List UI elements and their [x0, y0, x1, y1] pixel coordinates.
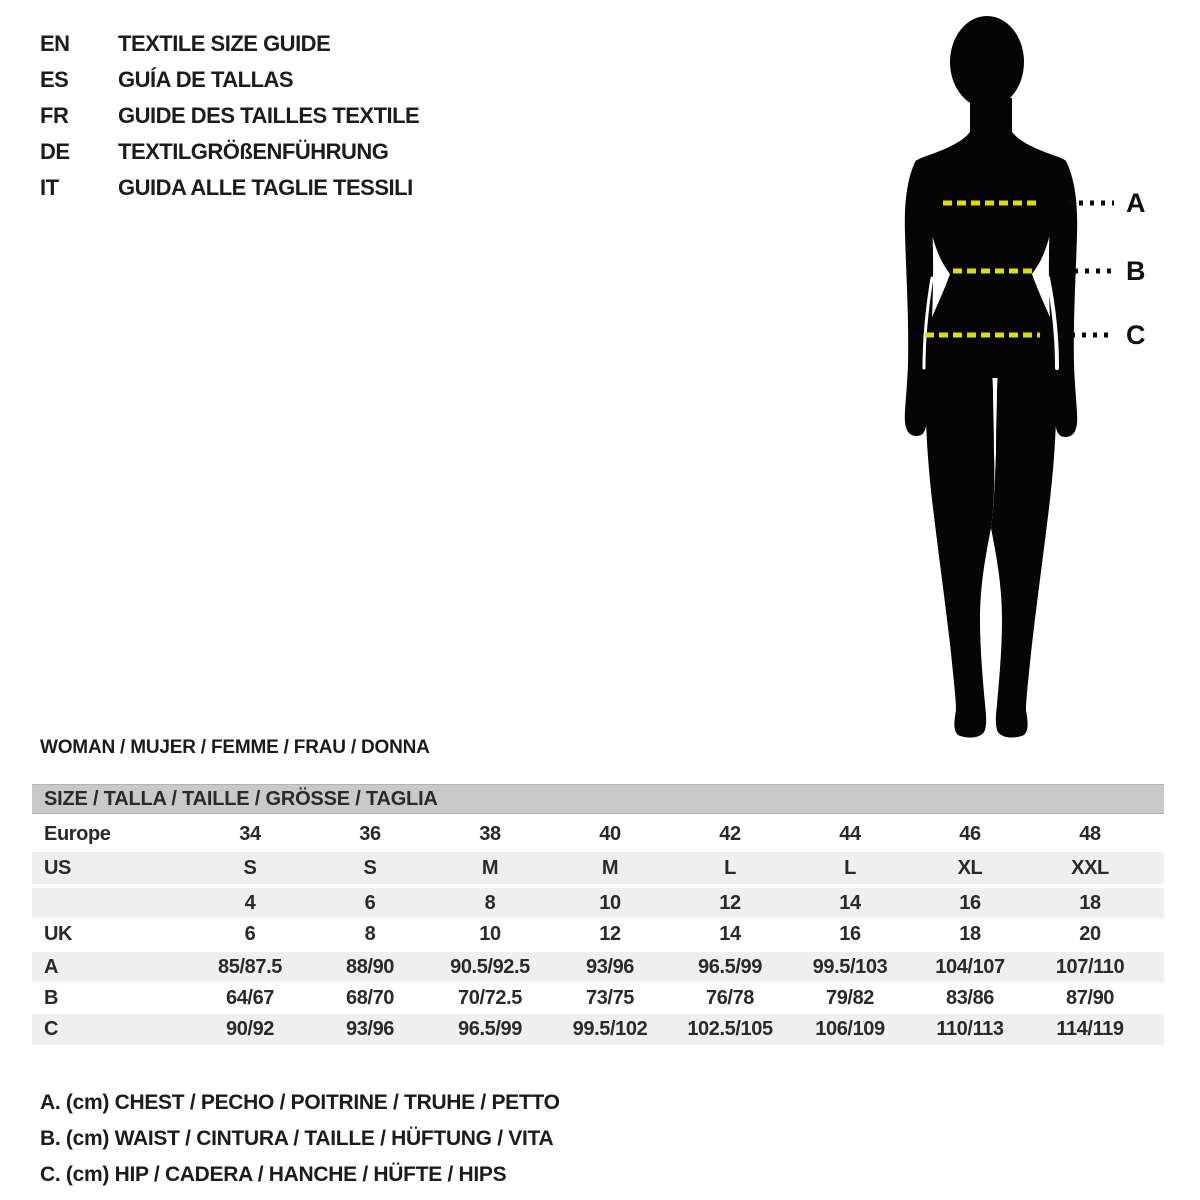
table-cell: 6: [364, 891, 376, 914]
table-cell: 18: [1079, 891, 1101, 914]
legend-line-chest: A. (cm) CHEST / PECHO / POITRINE / TRUHE / PETTO: [40, 1091, 560, 1114]
table-row-us-numbers: [32, 888, 1164, 918]
table-cell: 18: [959, 923, 981, 945]
table-cell: S: [243, 856, 257, 879]
table-cell: 87/90: [1065, 986, 1115, 1009]
table-cell: L: [724, 856, 736, 879]
guide-title-it: GUIDA ALLE TAGLIE TESSILI: [118, 175, 413, 200]
table-row-hip-c: [32, 1014, 1164, 1045]
table-cell: 16: [839, 923, 861, 945]
table-cell: 90/92: [225, 1018, 275, 1040]
table-cell: XL: [957, 856, 983, 879]
table-cell: S: [363, 856, 377, 879]
table-cell: M: [601, 856, 619, 879]
table-cell: XXL: [1071, 856, 1109, 879]
table-cell: 6: [244, 923, 256, 945]
table-cell: 44: [839, 823, 861, 845]
table-cell: 14: [719, 923, 741, 945]
silhouette-left-leg: [926, 348, 995, 738]
table-row-europe: [32, 817, 1164, 852]
table-cell: 96.5/99: [458, 1018, 522, 1040]
row-label: A: [44, 955, 59, 978]
table-cell: 107/110: [1055, 955, 1125, 978]
table-cell: 79/82: [825, 986, 875, 1009]
silhouette-head: [950, 16, 1024, 108]
table-cell: 90.5/92.5: [450, 955, 530, 978]
language-code: IT: [40, 175, 59, 200]
table-row-us-letters: [32, 852, 1164, 884]
legend-line-hip: C. (cm) HIP / CADERA / HANCHE / HÜFTE / HIPS: [40, 1163, 507, 1186]
silhouette-right-leg: [991, 348, 1056, 738]
guide-title-en: TEXTILE SIZE GUIDE: [118, 31, 331, 56]
table-cell: 99.5/102: [572, 1018, 648, 1040]
table-cell: L: [844, 856, 856, 879]
language-row-de: [40, 134, 419, 170]
language-code: ES: [40, 67, 69, 92]
table-cell: 12: [599, 923, 621, 945]
table-cell: 20: [1079, 923, 1101, 945]
silhouette-torso: [916, 98, 1066, 378]
measure-label-c: C: [1126, 320, 1146, 350]
table-cell: 102.5/105: [687, 1018, 773, 1040]
table-cell: 114/119: [1056, 1018, 1124, 1040]
measurement-figure: [868, 8, 1168, 738]
table-cell: 34: [239, 823, 261, 845]
table-row-uk: [32, 918, 1164, 951]
table-cell: 10: [479, 923, 501, 945]
table-cell: 48: [1079, 823, 1101, 845]
table-cell: 93/96: [345, 1018, 395, 1040]
table-cell: 85/87.5: [218, 955, 282, 978]
table-cell: 96.5/99: [698, 955, 762, 978]
language-code: FR: [40, 103, 69, 128]
table-cell: 16: [959, 891, 981, 914]
table-cell: 110/113: [936, 1018, 1004, 1040]
table-cell: 70/72.5: [458, 986, 522, 1009]
language-code: EN: [40, 31, 70, 56]
language-title-list: [40, 26, 419, 206]
language-row-es: [40, 62, 419, 98]
row-label: US: [44, 856, 71, 879]
table-cell: 73/75: [585, 986, 635, 1009]
table-cell: 88/90: [345, 955, 395, 978]
row-label: B: [44, 986, 59, 1009]
table-cell: 40: [599, 823, 621, 845]
language-row-fr: [40, 98, 419, 134]
table-cell: 99.5/103: [812, 955, 888, 978]
guide-title-fr: GUIDE DES TAILLES TEXTILE: [118, 103, 420, 128]
language-code: DE: [40, 139, 70, 164]
table-cell: 10: [599, 891, 621, 914]
table-cell: 76/78: [705, 986, 755, 1009]
table-row-chest-a: [32, 952, 1164, 982]
table-row-waist-b: [32, 982, 1164, 1014]
table-cell: 8: [364, 923, 376, 945]
language-row-it: [40, 170, 419, 206]
table-cell: 93/96: [585, 955, 635, 978]
measure-label-b: B: [1126, 256, 1146, 286]
table-cell: 14: [839, 891, 861, 914]
guide-title-de: TEXTILGRÖßENFÜHRUNG: [118, 139, 389, 164]
guide-title-es: GUÍA DE TALLAS: [118, 67, 294, 92]
table-cell: 38: [479, 823, 501, 845]
measure-label-a: A: [1126, 188, 1146, 218]
size-table-header: SIZE / TALLA / TAILLE / GRÖSSE / TAGLIA: [32, 784, 1164, 814]
table-cell: 104/107: [935, 955, 1005, 978]
row-label: Europe: [44, 823, 111, 845]
table-cell: 36: [359, 823, 381, 845]
row-label: C: [44, 1018, 59, 1040]
woman-silhouette: [868, 8, 1168, 738]
language-row-en: [40, 26, 419, 62]
legend-line-waist: B. (cm) WAIST / CINTURA / TAILLE / HÜFTUNG / VITA: [40, 1127, 554, 1150]
table-cell: 46: [959, 823, 981, 845]
measurement-legend: [40, 1085, 560, 1193]
table-cell: 68/70: [345, 986, 395, 1009]
table-cell: 8: [484, 891, 496, 914]
table-cell: 12: [719, 891, 741, 914]
table-cell: 42: [719, 823, 741, 845]
table-cell: M: [481, 856, 499, 879]
table-cell: 4: [244, 891, 256, 914]
table-cell: 83/86: [945, 986, 995, 1009]
table-cell: 106/109: [815, 1018, 885, 1040]
table-cell: 64/67: [225, 986, 275, 1009]
section-title-woman: WOMAN / MUJER / FEMME / FRAU / DONNA: [40, 737, 430, 758]
row-label: UK: [44, 923, 73, 945]
size-table: [32, 784, 1164, 1045]
